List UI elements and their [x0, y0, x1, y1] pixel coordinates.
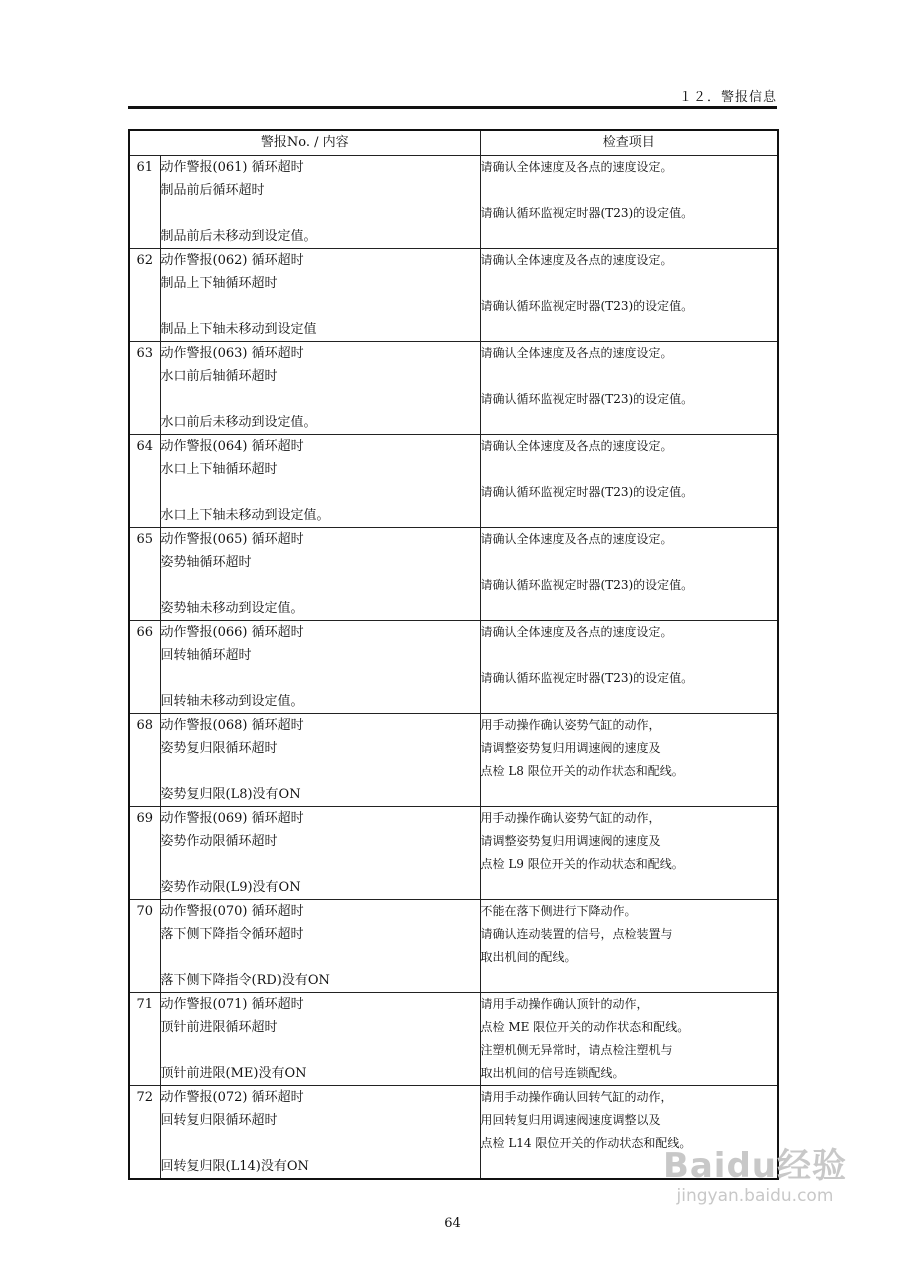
check-items: [480, 900, 778, 993]
alarm-content-line: 落下侧下降指令(RD)没有ON: [160, 973, 330, 988]
check-item-line: [481, 365, 778, 388]
alarm-content-line: 动作警报(071) 循环超时: [160, 997, 304, 1012]
check-item-line: 请用手动操作确认回转气缸的动作，: [480, 1090, 673, 1104]
check-item-line: [481, 783, 778, 806]
alarm-content-line: 顶针前进限(ME)没有ON: [160, 1066, 307, 1081]
check-items: [480, 342, 778, 435]
check-item-line: 请确认循环监视定时器(T23)的设定值。: [480, 299, 694, 313]
check-item-line: [481, 551, 778, 574]
alarm-content-line: 动作警报(061) 循环超时: [160, 160, 304, 175]
page-number: 64: [444, 1216, 461, 1231]
check-item-line: 点检 L14 限位开关的作动状态和配线。: [480, 1136, 692, 1150]
check-items: [480, 993, 778, 1086]
alarm-number: 70: [129, 900, 160, 993]
check-item-line: 取出机间的配线。: [480, 950, 577, 964]
alarm-content-line: 回转轴循环超时: [160, 648, 252, 663]
check-item-line: [481, 458, 778, 481]
alarm-content-line: 姿势轴循环超时: [160, 555, 252, 570]
check-items: [480, 435, 778, 528]
check-item-line: [481, 969, 778, 992]
alarm-content: [160, 900, 480, 993]
check-item-line: [481, 504, 778, 527]
alarm-table: [128, 129, 779, 1180]
alarm-content-line: 制品前后循环超时: [160, 183, 265, 198]
check-item-line: 点检 ME 限位开关的动作状态和配线。: [480, 1020, 690, 1034]
check-item-line: [481, 411, 778, 434]
check-item-line: 不能在落下侧进行下降动作。: [480, 904, 637, 918]
check-item-line: 请确认全体速度及各点的速度设定。: [480, 253, 673, 267]
alarm-content-line: 回转复归限循环超时: [160, 1113, 278, 1128]
alarm-content: [160, 435, 480, 528]
check-item-line: 请确认全体速度及各点的速度设定。: [480, 625, 673, 639]
alarm-content-line: 制品前后未移动到设定值。: [160, 229, 317, 244]
alarm-content-line: [161, 388, 480, 411]
table-row: [129, 807, 778, 900]
check-item-line: 请确认循环监视定时器(T23)的设定值。: [480, 206, 694, 220]
alarm-content-line: 回转复归限(L14)没有ON: [160, 1159, 309, 1174]
alarm-rows: [129, 156, 778, 1180]
check-items: [480, 156, 778, 249]
check-item-line: 用回转复归用调速阀速度调整以及: [480, 1113, 661, 1127]
alarm-content-line: [161, 1132, 480, 1155]
alarm-content: [160, 156, 480, 249]
check-item-line: 注塑机侧无异常时，请点检注塑机与: [480, 1043, 673, 1057]
check-item-line: 请确认循环监视定时器(T23)的设定值。: [480, 578, 694, 592]
alarm-content-line: 动作警报(066) 循环超时: [160, 625, 304, 640]
table-row: [129, 900, 778, 993]
check-item-line: [481, 876, 778, 899]
alarm-content-line: [161, 202, 480, 225]
alarm-content-line: [161, 853, 480, 876]
alarm-content-line: 姿势复归限循环超时: [160, 741, 278, 756]
column-header-check: 检查项目: [480, 130, 778, 156]
watermark-url: jingyan.baidu.com: [676, 1186, 834, 1206]
check-item-line: 用手动操作确认姿势气缸的动作，: [480, 718, 661, 732]
alarm-content-line: 姿势轴未移动到设定值。: [160, 601, 304, 616]
check-item-line: 点检 L9 限位开关的作动状态和配线。: [480, 857, 684, 871]
table-row: [129, 435, 778, 528]
alarm-number: 71: [129, 993, 160, 1086]
check-item-line: 请用手动操作确认顶针的动作，: [480, 997, 649, 1011]
alarm-number: 65: [129, 528, 160, 621]
table-row: [129, 249, 778, 342]
alarm-content: [160, 249, 480, 342]
check-item-line: 请确认循环监视定时器(T23)的设定值。: [480, 671, 694, 685]
header-rule: [128, 106, 777, 109]
alarm-content: [160, 1086, 480, 1180]
check-item-line: 点检 L8 限位开关的动作状态和配线。: [480, 764, 684, 778]
table-row: [129, 528, 778, 621]
alarm-content-line: 动作警报(064) 循环超时: [160, 439, 304, 454]
alarm-content-line: 姿势作动限循环超时: [160, 834, 278, 849]
check-item-line: [481, 225, 778, 248]
watermark-brand: Baidu经验: [662, 1146, 847, 1186]
check-item-line: [481, 272, 778, 295]
alarm-content-line: 制品上下轴循环超时: [160, 276, 278, 291]
alarm-content-line: 水口前后未移动到设定值。: [160, 415, 317, 430]
check-item-line: 请调整姿势复归用调速阀的速度及: [480, 834, 661, 848]
alarm-content-line: 顶针前进限循环超时: [160, 1020, 278, 1035]
check-item-line: [481, 318, 778, 341]
check-items: [480, 807, 778, 900]
check-items: [480, 621, 778, 714]
alarm-content-line: 姿势复归限(L8)没有ON: [160, 787, 301, 802]
check-item-line: 请确认全体速度及各点的速度设定。: [480, 532, 673, 546]
section-title: １２．警报信息: [678, 90, 777, 105]
alarm-number: 61: [129, 156, 160, 249]
alarm-content-line: 动作警报(065) 循环超时: [160, 532, 304, 547]
alarm-content-line: 动作警报(070) 循环超时: [160, 904, 304, 919]
alarm-number: 66: [129, 621, 160, 714]
alarm-content-line: [161, 667, 480, 690]
check-item-line: [481, 690, 778, 713]
alarm-number: 64: [129, 435, 160, 528]
check-item-line: [481, 597, 778, 620]
alarm-content-line: 动作警报(068) 循环超时: [160, 718, 304, 733]
alarm-number: 68: [129, 714, 160, 807]
check-item-line: 用手动操作确认姿势气缸的动作，: [480, 811, 661, 825]
alarm-content-line: [161, 946, 480, 969]
alarm-content: [160, 714, 480, 807]
alarm-number: 62: [129, 249, 160, 342]
alarm-content: [160, 993, 480, 1086]
table-row: [129, 342, 778, 435]
alarm-content-line: [161, 481, 480, 504]
alarm-content: [160, 621, 480, 714]
column-header-alarm: 警报No. / 内容: [129, 130, 480, 156]
alarm-content-line: 动作警报(069) 循环超时: [160, 811, 304, 826]
table-row: [129, 621, 778, 714]
check-item-line: 请确认全体速度及各点的速度设定。: [480, 160, 673, 174]
watermark: [663, 1146, 847, 1206]
alarm-content-line: [161, 574, 480, 597]
alarm-content-line: [161, 1039, 480, 1062]
check-items: [480, 249, 778, 342]
check-item-line: 取出机间的信号连锁配线。: [480, 1066, 625, 1080]
alarm-content-line: [161, 760, 480, 783]
check-item-line: 请确认全体速度及各点的速度设定。: [480, 439, 673, 453]
alarm-content: [160, 342, 480, 435]
alarm-content-line: 水口前后轴循环超时: [160, 369, 278, 384]
alarm-number: 63: [129, 342, 160, 435]
alarm-content-line: 回转轴未移动到设定值。: [160, 694, 304, 709]
alarm-content-line: 动作警报(063) 循环超时: [160, 346, 304, 361]
alarm-content-line: 水口上下轴未移动到设定值。: [160, 508, 330, 523]
alarm-content: [160, 528, 480, 621]
alarm-content: [160, 807, 480, 900]
alarm-content-line: 姿势作动限(L9)没有ON: [160, 880, 301, 895]
alarm-number: 72: [129, 1086, 160, 1180]
table-row: [129, 156, 778, 249]
alarm-content-line: [161, 295, 480, 318]
alarm-content-line: 动作警报(062) 循环超时: [160, 253, 304, 268]
table-row: [129, 993, 778, 1086]
check-item-line: 请调整姿势复归用调速阀的速度及: [480, 741, 661, 755]
check-item-line: 请确认循环监视定时器(T23)的设定值。: [480, 485, 694, 499]
table-row: [129, 714, 778, 807]
check-item-line: 请确认连动装置的信号，点检装置与: [480, 927, 673, 941]
check-item-line: [481, 644, 778, 667]
check-items: [480, 714, 778, 807]
alarm-content-line: 制品上下轴未移动到设定值: [160, 322, 317, 337]
check-items: [480, 528, 778, 621]
check-item-line: 请确认全体速度及各点的速度设定。: [480, 346, 673, 360]
check-item-line: [481, 179, 778, 202]
table-header-row: [129, 130, 778, 156]
alarm-content-line: 水口上下轴循环超时: [160, 462, 278, 477]
alarm-number: 69: [129, 807, 160, 900]
alarm-content-line: 落下侧下降指令循环超时: [160, 927, 304, 942]
alarm-content-line: 动作警报(072) 循环超时: [160, 1090, 304, 1105]
check-item-line: 请确认循环监视定时器(T23)的设定值。: [480, 392, 694, 406]
